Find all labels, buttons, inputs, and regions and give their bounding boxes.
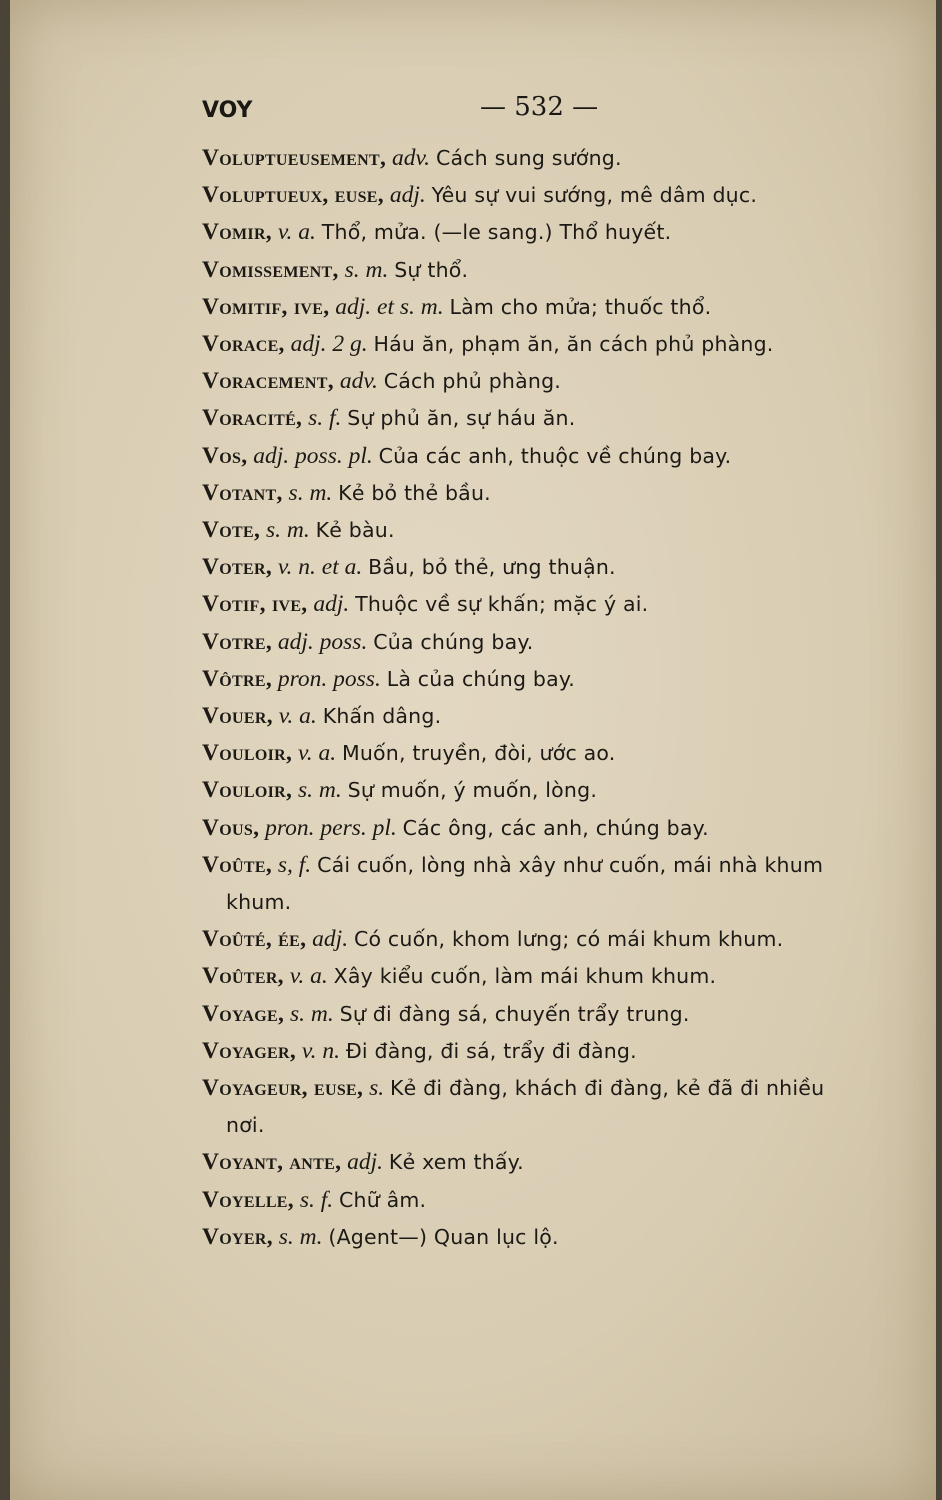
entry-definition: Cách phủ phàng. [383,369,562,394]
entry-definition: Thổ, mửa. (—le sang.) Thổ huyết. [321,220,672,245]
entry-headword: Votre, [202,628,272,655]
entry-grammar: adv. [392,145,431,171]
entry-headword: Voyelle, [202,1186,294,1213]
entry-definition: Yêu sự vui sướng, mê dâm dục. [431,183,758,208]
entry-grammar: s. m. [344,256,389,283]
dictionary-entry [202,921,922,958]
entry-grammar: adj. [389,182,426,209]
entry-grammar: adv. [339,368,378,395]
dictionary-entry [202,810,922,847]
entry-definition: Đi đàng, đi sá, trẩy đi đàng. [345,1038,637,1063]
dictionary-entry [202,661,922,698]
entry-headword: Vorace, [202,331,285,358]
entry-grammar: adj. 2 g. [290,331,368,358]
entry-definition: Kẻ xem thấy. [388,1150,524,1175]
dictionary-entry [202,698,922,735]
entry-definition: Có cuốn, khom lưng; có mái khum khum. [353,927,784,952]
entry-headword: Voyage, [202,1000,285,1027]
dictionary-entry [202,214,922,251]
entry-definition: Khấn dâng. [322,704,442,729]
dictionary-entry [202,1070,922,1107]
entry-grammar: adj. poss. [277,628,368,655]
page-number: — 532 — [480,92,599,122]
dictionary-entry [202,177,922,214]
dictionary-entry [202,996,922,1033]
entry-definition: Sự phủ ăn, sự háu ăn. [347,406,576,431]
entry-definition: Của chúng bay. [373,629,534,654]
entry-definition-continued: nơi. [226,1113,265,1138]
entry-definition: Làm cho mửa; thuốc thổ. [449,294,712,319]
entry-grammar: adj. et s. m. [335,293,444,320]
book-page [10,0,936,1500]
entry-headword: Votif, ive, [202,591,308,618]
entry-headword: Vouer, [202,703,273,730]
entry-grammar: s. [369,1075,385,1102]
entry-headword: Votant, [202,479,283,506]
entry-headword: Voûte, [202,851,272,878]
entry-definition: Cách sung sướng. [435,146,622,170]
page-header [10,92,936,132]
entry-grammar: v. a. [277,219,316,246]
entry-definition: Thuộc về sự khấn; mặc ý ai. [355,592,649,617]
entry-headword: Voter, [202,554,272,581]
dictionary-entry [202,475,922,512]
dictionary-entry [202,326,922,363]
entry-definition: Háu ăn, phạm ăn, ăn cách phủ phàng. [373,332,774,357]
entry-headword: Voracité, [202,405,303,432]
entry-headword: Voracement, [202,368,334,395]
entry-headword: Vôtre, [202,665,272,692]
entry-continuation [202,1107,922,1144]
entry-definition: Các ông, các anh, chúng bay. [402,815,709,840]
entry-grammar: s. m. [266,517,310,544]
entry-grammar: adj. [313,591,350,618]
dictionary-entry [202,252,922,289]
dictionary-entry [202,1219,922,1256]
entry-grammar: s, f. [277,851,312,878]
entry-definition: Sự đi đàng sá, chuyến trẩy trung. [339,1001,690,1026]
dictionary-entry [202,624,922,661]
entry-grammar: v. n. [301,1037,340,1064]
entry-grammar: pron. poss. [277,665,381,692]
entry-headword: Voyant, ante, [202,1149,342,1176]
dictionary-entry [202,549,922,586]
dictionary-entry [202,1144,922,1181]
entry-definition: (Agent—) Quan lục lộ. [328,1224,559,1249]
entry-definition-continued: khum. [226,890,292,915]
entry-headword: Vouloir, [202,740,293,767]
entry-grammar: s. m. [298,777,342,804]
entry-headword: Voyer, [202,1223,273,1250]
dictionary-entry [202,363,922,400]
dictionary-entry [202,438,922,475]
entry-definition: Là của chúng bay. [386,666,576,691]
entry-grammar: v. n. et a. [277,554,363,581]
entry-definition: Kẻ bàu. [315,518,395,543]
dictionary-entry [202,289,922,326]
entry-continuation [202,884,922,921]
dictionary-entry [202,586,922,623]
entry-headword: Voyageur, euse, [202,1075,364,1102]
entry-headword: Voluptueux, euse, [202,182,384,209]
dictionary-entry [202,1033,922,1070]
entry-headword: Vos, [202,442,248,469]
dictionary-entry [202,958,922,995]
entry-grammar: adj. [312,926,349,953]
dictionary-entry [202,400,922,437]
entry-definition: Chữ âm. [339,1187,427,1212]
entry-headword: Voluptueusement, [202,145,387,171]
entry-headword: Vote, [202,517,261,544]
entry-definition: Sự thổ. [394,257,469,282]
entry-grammar: s. f. [308,405,342,432]
entry-headword: Vomir, [202,219,272,246]
entry-grammar: v. a. [289,963,328,990]
entry-headword: Vouloir, [202,777,293,804]
entry-grammar: s. f. [299,1186,334,1213]
dictionary-entry [202,735,922,772]
entry-definition: Xây kiểu cuốn, làm mái khum khum. [333,964,717,989]
entry-grammar: adj. [347,1149,384,1176]
entry-headword: Voûté, ée, [202,926,307,953]
entry-definition: Muốn, truyền, đòi, ước ao. [341,741,616,766]
dictionary-entry [202,140,922,177]
entry-headword: Vomissement, [202,256,339,283]
entry-grammar: s. m. [278,1223,323,1250]
dictionary-entry [202,1182,922,1219]
entry-headword: Voûter, [202,963,284,990]
dictionary-entry [202,772,922,809]
entry-grammar: s. m. [290,1000,334,1027]
entry-definition: Bầu, bỏ thẻ, ưng thuận. [368,555,616,580]
entry-grammar: adj. poss. pl. [253,442,373,469]
dictionary-entry [202,512,922,549]
running-head: VOY [202,98,253,123]
entry-headword: Vomitif, ive, [202,293,330,320]
entry-definition: Của các anh, thuộc về chúng bay. [378,443,732,468]
entry-grammar: s. m. [288,479,333,506]
entry-definition: Sự muốn, ý muốn, lòng. [347,778,598,803]
entry-definition: Kẻ bỏ thẻ bầu. [338,480,491,505]
entry-headword: Vous, [202,814,260,841]
entry-definition: Cái cuốn, lòng nhà xây như cuốn, mái nhà khum [317,852,824,877]
entry-headword: Voyager, [202,1037,297,1064]
entry-grammar: pron. pers. pl. [265,814,397,841]
entry-grammar: v. a. [278,703,317,730]
dictionary-entries [202,140,922,1256]
entry-grammar: v. a. [298,740,337,767]
entry-definition: Kẻ đi đàng, khách đi đàng, kẻ đã đi nhiều [390,1076,825,1101]
dictionary-entry [202,847,922,884]
